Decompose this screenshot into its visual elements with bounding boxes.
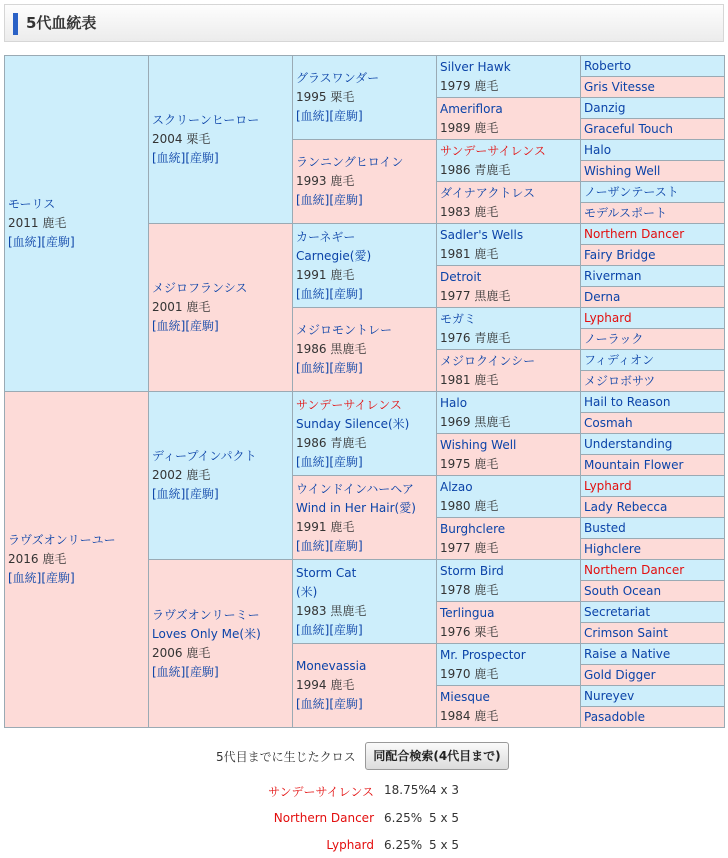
cross-horse-link[interactable]: Lyphard: [326, 838, 374, 852]
horse-name-link[interactable]: サンデーサイレンス: [440, 143, 546, 158]
birth-year-color: 1983 鹿毛: [440, 204, 499, 219]
pedigree-cell-g2: [149, 56, 293, 224]
pedigree-cell-g5: [581, 518, 725, 539]
pedigree-cell-g4: [437, 224, 581, 266]
birth-year-color: 1978 鹿毛: [440, 582, 499, 597]
cross-row: [0, 811, 728, 831]
pedigree-cell-g5: [581, 350, 725, 371]
foals-link[interactable]: [産駒]: [329, 622, 363, 637]
horse-name-link[interactable]: Derna: [584, 289, 621, 304]
pedigree-cell-g5: [581, 581, 725, 602]
pedigree-link[interactable]: [血統]: [296, 286, 330, 301]
birth-year-color: 1976 青鹿毛: [440, 330, 511, 345]
cross-percent: 18.75%: [384, 783, 430, 797]
pedigree-cell-g4: [437, 434, 581, 476]
pedigree-cell-g5: [581, 98, 725, 119]
cross-horse-link[interactable]: Northern Dancer: [273, 811, 374, 825]
page-title: 5代血統表: [26, 14, 97, 32]
foals-link[interactable]: [産駒]: [329, 109, 363, 123]
pedigree-cell-g5: [581, 623, 725, 644]
birth-year-color: 2006 鹿毛: [152, 645, 211, 660]
foals-link[interactable]: [産駒]: [329, 361, 363, 375]
horse-name-link[interactable]: グラスワンダー: [296, 71, 380, 85]
cross-row: [0, 838, 728, 858]
pedigree-link[interactable]: [血統]: [152, 319, 186, 333]
horse-name-link[interactable]: ラヴズオンリーミー: [152, 607, 260, 622]
horse-name-link[interactable]: Raise a Native: [584, 646, 671, 661]
pedigree-link[interactable]: [血統]: [152, 487, 186, 501]
horse-name-link[interactable]: メジロボサツ: [584, 373, 656, 388]
horse-name-link[interactable]: Wishing Well: [440, 437, 517, 452]
birth-year-color: 1975 鹿毛: [440, 456, 499, 471]
foals-link[interactable]: [産駒]: [329, 193, 363, 207]
horse-name-link[interactable]: Ameriflora: [440, 101, 503, 116]
birth-year-color: 1980 鹿毛: [440, 498, 499, 513]
pedigree-cell-g5: [581, 287, 725, 308]
horse-name-link[interactable]: Understanding: [584, 436, 673, 451]
foals-link[interactable]: [産駒]: [185, 319, 219, 333]
foals-link[interactable]: [産駒]: [329, 538, 363, 553]
pedigree-link[interactable]: [血統]: [296, 538, 330, 553]
horse-name-link[interactable]: Northern Dancer: [584, 562, 685, 577]
pedigree-cell-g5: [581, 602, 725, 623]
horse-name-link[interactable]: メジロモントレー: [296, 323, 393, 337]
horse-name-link[interactable]: ディープインパクト: [152, 449, 257, 463]
pedigree-cell-g4: [437, 686, 581, 728]
pedigree-link[interactable]: [血統]: [8, 571, 42, 585]
pedigree-cell-g4: [437, 644, 581, 686]
horse-name-link[interactable]: モデルスポート: [584, 205, 668, 220]
pedigree-cell-g5: [581, 707, 725, 728]
horse-name-link[interactable]: Mr. Prospector: [440, 647, 526, 662]
same-cross-search-button[interactable]: 同配合検索(4代目まで): [365, 742, 509, 770]
pedigree-cell-g2: [149, 224, 293, 392]
pedigree-cell-g3: [293, 560, 437, 644]
horse-name-alt[interactable]: Wind in Her Hair(愛): [296, 500, 416, 515]
birth-year-color: 1969 黒鹿毛: [440, 414, 511, 429]
pedigree-link[interactable]: [血統]: [296, 361, 330, 375]
pedigree-cell-g2: [149, 392, 293, 560]
horse-name-alt[interactable]: (米): [296, 584, 318, 599]
horse-name-link[interactable]: Pasadoble: [584, 709, 645, 724]
foals-link[interactable]: [産駒]: [329, 697, 363, 711]
horse-name-link[interactable]: Fairy Bridge: [584, 247, 656, 262]
cross-percent: 6.25%: [384, 811, 423, 825]
horse-name-link[interactable]: Nureyev: [584, 688, 635, 703]
pedigree-cell-g2: [149, 560, 293, 728]
horse-name-link[interactable]: Alzao: [440, 479, 473, 494]
horse-name-link[interactable]: Cosmah: [584, 415, 633, 430]
horse-name-link[interactable]: Gold Digger: [584, 667, 656, 682]
horse-name-link[interactable]: Highclere: [584, 541, 641, 556]
pedigree-cell-g4: [437, 602, 581, 644]
pedigree-cell-g5: [581, 140, 725, 161]
pedigree-cell-g5: [581, 392, 725, 413]
pedigree-cell-g1: [5, 392, 149, 728]
pedigree-cell-g4: [437, 350, 581, 392]
horse-name-link[interactable]: Danzig: [584, 100, 626, 115]
horse-name-link[interactable]: ウインドインハーヘア: [296, 481, 414, 496]
horse-name-link[interactable]: Monevassia: [296, 659, 367, 673]
horse-name-link[interactable]: South Ocean: [584, 583, 662, 598]
horse-name-link[interactable]: Silver Hawk: [440, 59, 511, 74]
cross-generation: 4 x 3: [429, 783, 459, 797]
horse-name-link[interactable]: Busted: [584, 520, 626, 535]
foals-link[interactable]: [産駒]: [41, 235, 75, 249]
horse-name-link[interactable]: サンデーサイレンス: [296, 397, 402, 412]
horse-name-link[interactable]: Graceful Touch: [584, 121, 673, 136]
pedigree-cell-g5: [581, 203, 725, 224]
horse-name-link[interactable]: Terlingua: [440, 605, 495, 620]
horse-name-link[interactable]: Lyphard: [584, 478, 632, 493]
horse-name-link[interactable]: Sadler's Wells: [440, 227, 524, 242]
horse-name-link[interactable]: スクリーンヒーロー: [152, 113, 260, 127]
horse-name-link[interactable]: Halo: [584, 142, 612, 157]
birth-year-color: 1995 栗毛: [296, 90, 355, 104]
pedigree-cell-g5: [581, 77, 725, 98]
horse-name-link[interactable]: Storm Cat: [296, 565, 357, 580]
pedigree-table: [4, 55, 725, 728]
pedigree-link[interactable]: [血統]: [296, 193, 330, 207]
horse-name-link[interactable]: ノーラック: [584, 331, 644, 346]
horse-name-link[interactable]: Halo: [440, 395, 468, 410]
pedigree-cell-g1: [5, 56, 149, 392]
horse-name-link[interactable]: Riverman: [584, 268, 642, 283]
horse-name-link[interactable]: Detroit: [440, 269, 482, 284]
pedigree-link[interactable]: [血統]: [296, 697, 330, 711]
horse-name-link[interactable]: モガミ: [440, 311, 477, 326]
foals-link[interactable]: [産駒]: [185, 487, 219, 501]
pedigree-cell-g5: [581, 434, 725, 455]
pedigree-cell-g5: [581, 329, 725, 350]
pedigree-cell-g5: [581, 644, 725, 665]
pedigree-cell-g3: [293, 644, 437, 728]
birth-year-color: 2002 鹿毛: [152, 468, 211, 482]
pedigree-cell-g3: [293, 224, 437, 308]
pedigree-cell-g4: [437, 560, 581, 602]
foals-link[interactable]: [産駒]: [41, 571, 75, 585]
page-header: [4, 4, 724, 42]
birth-year-color: 1991 鹿毛: [296, 267, 355, 282]
header-accent-bar: [13, 13, 18, 35]
horse-name-link[interactable]: Miesque: [440, 689, 490, 704]
cross-row: [0, 783, 728, 803]
horse-name-link[interactable]: メジロクインシー: [440, 353, 536, 368]
pedigree-link[interactable]: [血統]: [152, 151, 186, 165]
horse-name-link[interactable]: メジロフランシス: [152, 281, 248, 295]
birth-year-color: 2016 鹿毛: [8, 552, 67, 566]
foals-link[interactable]: [産駒]: [329, 454, 363, 469]
cross-generation: 5 x 5: [429, 811, 459, 825]
birth-year-color: 1986 黒鹿毛: [296, 342, 367, 356]
pedigree-cell-g5: [581, 665, 725, 686]
pedigree-cell-g4: [437, 518, 581, 560]
pedigree-link[interactable]: [血統]: [152, 664, 186, 679]
horse-name-link[interactable]: ランニングヒロイン: [296, 155, 404, 169]
pedigree-cell-g4: [437, 308, 581, 350]
horse-name-link[interactable]: Secretariat: [584, 604, 651, 619]
birth-year-color: 1984 鹿毛: [440, 708, 499, 723]
cross-horse-link[interactable]: サンデーサイレンス: [268, 785, 374, 799]
foals-link[interactable]: [産駒]: [185, 151, 219, 165]
pedigree-cell-g5: [581, 371, 725, 392]
horse-name-link[interactable]: Hail to Reason: [584, 394, 671, 409]
pedigree-link[interactable]: [血統]: [296, 109, 330, 123]
pedigree-cell-g5: [581, 56, 725, 77]
pedigree-cell-g5: [581, 245, 725, 266]
horse-name-link[interactable]: Lyphard: [584, 310, 632, 325]
pedigree-cell-g4: [437, 392, 581, 434]
pedigree-cell-g5: [581, 182, 725, 203]
horse-name-link[interactable]: Northern Dancer: [584, 226, 685, 241]
birth-year-color: 1993 鹿毛: [296, 174, 355, 188]
birth-year-color: 1977 黒鹿毛: [440, 288, 511, 303]
horse-name-link[interactable]: ノーザンテースト: [584, 184, 679, 199]
pedigree-cell-g5: [581, 161, 725, 182]
birth-year-color: 1989 鹿毛: [440, 120, 499, 135]
horse-name-link[interactable]: Wishing Well: [584, 163, 661, 178]
birth-year-color: 1986 青鹿毛: [296, 435, 367, 450]
cross-generation: 5 x 5: [429, 838, 459, 852]
pedigree-cell-g5: [581, 539, 725, 560]
birth-year-color: 1970 鹿毛: [440, 666, 499, 681]
pedigree-cell-g5: [581, 413, 725, 434]
birth-year-color: 1991 鹿毛: [296, 519, 355, 534]
birth-year-color: 1979 鹿毛: [440, 78, 499, 93]
pedigree-cell-g5: [581, 119, 725, 140]
horse-name-link[interactable]: Mountain Flower: [584, 457, 684, 472]
pedigree-cell-g3: [293, 56, 437, 140]
pedigree-cell-g5: [581, 686, 725, 707]
horse-name-alt[interactable]: Sunday Silence(米): [296, 416, 410, 431]
birth-year-color: 1976 栗毛: [440, 624, 499, 639]
pedigree-cell-g4: [437, 476, 581, 518]
horse-name-link[interactable]: ダイナアクトレス: [440, 185, 536, 200]
pedigree-cell-g4: [437, 56, 581, 98]
cross-label: 5代目までに生じたクロス: [216, 750, 356, 764]
pedigree-cell-g3: [293, 140, 437, 224]
cross-section: [0, 742, 728, 770]
pedigree-link[interactable]: [血統]: [296, 622, 330, 637]
birth-year-color: 2011 鹿毛: [8, 216, 67, 230]
horse-name-link[interactable]: Gris Vitesse: [584, 79, 655, 94]
pedigree-cell-g3: [293, 392, 437, 476]
foals-link[interactable]: [産駒]: [185, 664, 219, 679]
horse-name-link[interactable]: カーネギー: [296, 229, 356, 244]
birth-year-color: 2004 栗毛: [152, 132, 211, 146]
pedigree-cell-g5: [581, 497, 725, 518]
pedigree-link[interactable]: [血統]: [296, 454, 330, 469]
birth-year-color: 1977 鹿毛: [440, 540, 499, 555]
pedigree-cell-g5: [581, 476, 725, 497]
pedigree-cell-g5: [581, 455, 725, 476]
birth-year-color: 1981 鹿毛: [440, 246, 499, 261]
horse-name-link[interactable]: Lady Rebecca: [584, 499, 668, 514]
horse-name-alt[interactable]: Carnegie(愛): [296, 248, 372, 263]
pedigree-link[interactable]: [血統]: [8, 235, 42, 249]
horse-name-link[interactable]: ラヴズオンリーユー: [8, 533, 116, 547]
foals-link[interactable]: [産駒]: [329, 286, 363, 301]
pedigree-cell-g3: [293, 476, 437, 560]
horse-name-alt[interactable]: Loves Only Me(米): [152, 626, 261, 641]
horse-name-link[interactable]: Storm Bird: [440, 563, 504, 578]
birth-year-color: 2001 鹿毛: [152, 300, 211, 314]
horse-name-link[interactable]: モーリス: [8, 197, 56, 211]
pedigree-cell-g4: [437, 266, 581, 308]
horse-name-link[interactable]: Burghclere: [440, 521, 506, 536]
pedigree-cell-g5: [581, 224, 725, 245]
pedigree-cell-g4: [437, 98, 581, 140]
pedigree-cell-g4: [437, 140, 581, 182]
cross-percent: 6.25%: [384, 838, 423, 852]
birth-year-color: 1983 黒鹿毛: [296, 603, 367, 618]
birth-year-color: 1986 青鹿毛: [440, 162, 511, 177]
horse-name-link[interactable]: Crimson Saint: [584, 625, 668, 640]
horse-name-link[interactable]: フィディオン: [584, 352, 655, 367]
horse-name-link[interactable]: Roberto: [584, 58, 632, 73]
pedigree-cell-g5: [581, 560, 725, 581]
birth-year-color: 1981 鹿毛: [440, 372, 499, 387]
birth-year-color: 1994 鹿毛: [296, 678, 355, 692]
pedigree-cell-g3: [293, 308, 437, 392]
pedigree-cell-g5: [581, 308, 725, 329]
pedigree-cell-g5: [581, 266, 725, 287]
pedigree-cell-g4: [437, 182, 581, 224]
